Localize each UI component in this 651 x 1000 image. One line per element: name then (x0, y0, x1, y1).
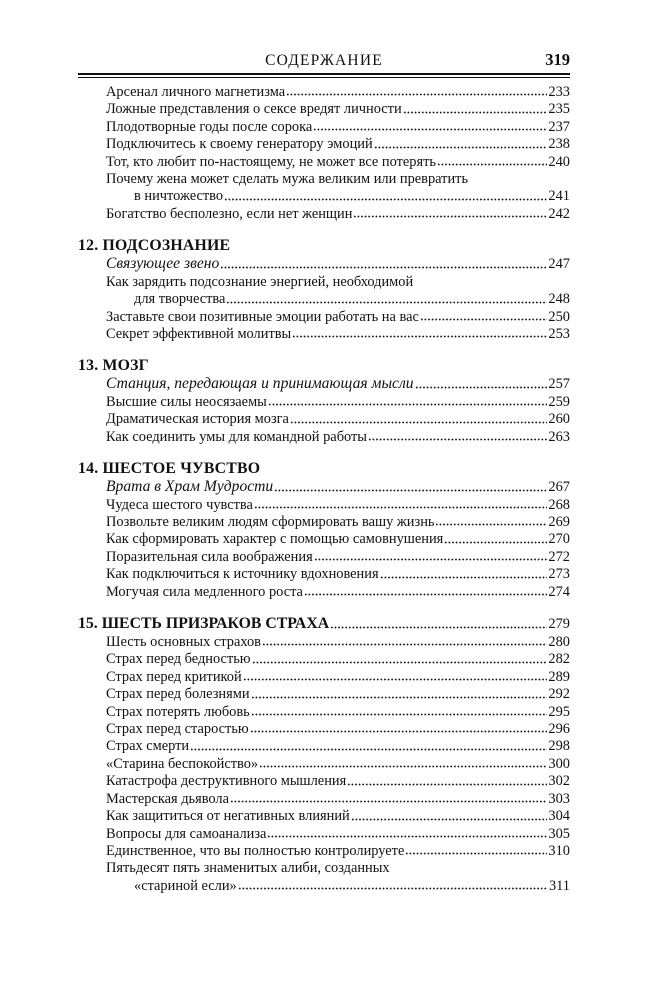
toc-entry-title: Пятьдесят пять знаменитых алиби, созданных (106, 860, 390, 877)
toc-section (78, 356, 570, 446)
dot-leader (314, 557, 548, 562)
dot-leader (351, 817, 548, 822)
toc-entry-page: 292 (548, 686, 570, 703)
toc-entry-title: Страх потерять любовь (106, 703, 250, 720)
toc-entry[interactable] (78, 791, 570, 808)
dot-leader (405, 851, 547, 856)
toc-entry[interactable] (78, 531, 570, 548)
toc-entry-title: Единственное, что вы полностью контролируете (106, 842, 405, 859)
toc-entry-page: 248 (548, 291, 570, 308)
toc-entry-page: 238 (548, 136, 570, 153)
toc-entry-title: Как зарядить подсознание энергией, необходимой (106, 273, 414, 290)
toc-entry[interactable] (78, 686, 570, 703)
dot-leader (415, 385, 548, 390)
toc-entry-title: «Старина беспокойство» (106, 755, 259, 772)
dot-leader (374, 145, 548, 150)
toc-entry[interactable] (78, 549, 570, 566)
toc-entry-title: Могучая сила медленного роста (106, 583, 303, 600)
chapter-lead-entry[interactable] (78, 255, 570, 274)
toc-entry-page: 253 (548, 325, 570, 342)
toc-entry-title: Страх смерти (106, 738, 190, 755)
toc-entry[interactable] (78, 756, 570, 773)
toc-entry-page: 240 (548, 153, 570, 170)
toc-entry-page: 242 (548, 205, 570, 222)
toc-entry-page: 270 (548, 531, 570, 548)
toc-entry-page: 282 (548, 651, 570, 668)
dot-leader (330, 625, 547, 630)
toc-entry[interactable] (78, 274, 570, 291)
toc-entry-title: Как сформировать характер с помощью самовнушения (106, 531, 444, 548)
toc-entry[interactable] (78, 326, 570, 343)
toc-entry-page: 280 (548, 634, 570, 651)
toc-entry-page: 295 (548, 703, 570, 720)
dot-leader (220, 265, 547, 270)
toc-entry-continuation[interactable] (78, 878, 570, 895)
dot-leader (420, 317, 548, 322)
toc-entry[interactable] (78, 119, 570, 136)
toc-entry-page: 296 (548, 721, 570, 738)
toc-entry[interactable] (78, 309, 570, 326)
toc-entry-title: Как защититься от негативных влияний (106, 808, 350, 825)
toc-entry-title: Врата в Храм Мудрости (106, 478, 274, 496)
toc-entry[interactable] (78, 411, 570, 428)
toc-entry-page: 269 (548, 514, 570, 530)
toc-entry-title: «стариной если» (134, 877, 237, 894)
toc-entry-page: 273 (548, 566, 570, 583)
toc-entry[interactable] (78, 704, 570, 721)
toc-entry-page: 235 (548, 101, 570, 118)
dot-leader (230, 799, 547, 804)
page-number: 319 (545, 50, 570, 69)
toc-entry[interactable] (78, 101, 570, 118)
toc-entry[interactable] (78, 634, 570, 651)
toc-entry-title: для творчества (134, 291, 226, 308)
toc-entry-title: Драматическая история мозга (106, 411, 289, 428)
toc-entry-page: 305 (548, 825, 570, 842)
toc-entry[interactable] (78, 651, 570, 668)
dot-leader (251, 712, 548, 717)
toc-entry-title: Страх перед старостью (106, 721, 249, 738)
toc-entry-title: Как соединить умы для командной работы (106, 428, 367, 445)
toc-entry[interactable] (78, 843, 570, 860)
toc-entry-title: Страх перед критикой (106, 668, 242, 685)
dot-leader (274, 488, 547, 493)
toc-entry-title: Плодотворные годы после сорока (106, 118, 313, 135)
toc-entry-title: Вопросы для самоанализа (106, 825, 267, 842)
dot-leader (353, 214, 547, 219)
toc-entry-title: Ложные представления о сексе вредят личности (106, 101, 402, 118)
toc-entry-continuation[interactable] (78, 291, 570, 308)
dot-leader (380, 575, 548, 580)
toc-entry-page: 241 (548, 188, 570, 205)
toc-entry-page: 304 (548, 808, 570, 825)
chapter-heading[interactable]: 12. ПОДСОЗНАНИЕ (78, 237, 231, 255)
dot-leader (224, 197, 547, 202)
toc-entry-title: Шесть основных страхов (106, 634, 261, 651)
toc-entry-page: 300 (548, 755, 570, 772)
dot-leader (290, 420, 547, 425)
dot-leader (444, 540, 547, 545)
toc-entry[interactable] (78, 773, 570, 790)
dot-leader (243, 677, 548, 682)
toc-entry-title: Поразительная сила воображения (106, 548, 313, 565)
toc-entry[interactable] (78, 84, 570, 101)
dot-leader (313, 127, 547, 132)
toc-entry[interactable] (78, 808, 570, 825)
dot-leader (286, 92, 547, 97)
toc-section (78, 84, 570, 223)
toc-entry-page: 272 (548, 548, 570, 565)
toc-entry-page: 237 (548, 118, 570, 135)
dot-leader (435, 522, 547, 527)
toc-entry[interactable] (78, 171, 570, 188)
dot-leader (368, 437, 547, 442)
toc-entry[interactable] (78, 738, 570, 755)
dot-leader (259, 764, 547, 769)
toc-entry-page: 267 (548, 479, 570, 496)
toc-entry-title: Связующее звено (106, 255, 220, 273)
dot-leader (262, 642, 547, 647)
toc-entry[interactable] (78, 136, 570, 153)
toc-entry-page: 247 (548, 256, 570, 273)
toc-entry-page: 289 (548, 668, 570, 685)
toc-entry-continuation[interactable] (78, 188, 570, 205)
toc-section (78, 614, 570, 895)
toc-entry-page: 257 (548, 376, 570, 393)
dot-leader (403, 110, 548, 115)
chapter-lead-entry[interactable] (78, 478, 570, 497)
dot-leader (251, 695, 548, 700)
toc-entry-title: Страх перед бедностью (106, 651, 251, 668)
toc-entry[interactable] (78, 860, 570, 877)
toc-entry-title: Подключитесь к своему генератору эмоций (106, 136, 373, 153)
toc-entry-page: 303 (548, 790, 570, 807)
toc-entry-title: Богатство бесполезно, если нет женщин (106, 205, 353, 222)
toc-entry[interactable] (78, 669, 570, 686)
dot-leader (226, 300, 547, 305)
dot-leader (190, 747, 547, 752)
toc-entry-page: 268 (548, 496, 570, 513)
dot-leader (238, 886, 548, 891)
dot-leader (254, 505, 547, 510)
toc-entry-title: Чудеса шестого чувства (106, 496, 253, 513)
header-rule-thick (78, 73, 570, 75)
toc-entry-title: Страх перед болезнями (106, 686, 250, 703)
running-header-title: СОДЕРЖАНИЕ (265, 52, 383, 69)
toc-entry-page: 310 (548, 842, 570, 859)
toc-section (78, 459, 570, 601)
toc-entry-page: 259 (548, 393, 570, 410)
toc-entry-page: 302 (548, 773, 570, 790)
toc-entry[interactable] (78, 721, 570, 738)
toc-entry-page: 250 (548, 308, 570, 325)
toc-entry-title: Заставьте свои позитивные эмоции работать на вас (106, 308, 419, 325)
chapter-lead-entry[interactable] (78, 375, 570, 394)
running-header (78, 52, 570, 72)
toc-entry-page: 298 (548, 738, 570, 755)
toc-entry-title: Катастрофа деструктивного мышления (106, 773, 347, 790)
chapter-heading[interactable]: 14. ШЕСТОЕ ЧУВСТВО (78, 460, 261, 478)
toc-entry-page: 279 (548, 616, 570, 633)
toc-entry-title: Тот, кто любит по-настоящему, не может все потерять (106, 153, 436, 170)
toc-entry[interactable] (78, 394, 570, 411)
toc-entry-title: Секрет эффективной молитвы (106, 325, 292, 342)
toc-entry-page: 263 (548, 428, 570, 445)
toc-entry-title: Позвольте великим людям сформировать вашу жизнь (106, 514, 435, 530)
chapter-heading[interactable] (78, 614, 570, 634)
header-rule-thin (78, 77, 570, 78)
toc-entry-title: 15. ШЕСТЬ ПРИЗРАКОВ СТРАХА (78, 615, 330, 633)
toc-entry[interactable] (78, 206, 570, 223)
toc-entry-title: Высшие силы неосязаемы (106, 393, 267, 410)
toc-entry[interactable] (78, 429, 570, 446)
toc-entry-title: Станция, передающая и принимающая мысли (106, 375, 414, 393)
toc-entry[interactable] (78, 826, 570, 843)
toc-entry-page: 311 (548, 877, 570, 894)
dot-leader (347, 782, 547, 787)
dot-leader (252, 660, 548, 665)
dot-leader (267, 834, 547, 839)
toc-entry-title: Почему жена может сделать мужа великим или превратить (106, 171, 469, 188)
chapter-heading[interactable]: 13. МОЗГ (78, 357, 149, 375)
toc-entry-page: 274 (548, 583, 570, 600)
dot-leader (250, 729, 548, 734)
toc-entry-title: в ничтожество (134, 188, 224, 205)
toc-section (78, 236, 570, 343)
dot-leader (292, 334, 547, 339)
toc-entry-page: 233 (548, 84, 570, 100)
toc-entry[interactable] (78, 566, 570, 583)
toc-entry-title: Мастерская дьявола (106, 790, 229, 807)
table-of-contents (78, 84, 570, 895)
toc-entry[interactable] (78, 514, 570, 531)
dot-leader (268, 402, 548, 407)
dot-leader (304, 592, 547, 597)
toc-entry[interactable] (78, 584, 570, 601)
toc-entry[interactable] (78, 497, 570, 514)
toc-entry-title: Арсенал личного магнетизма (106, 84, 286, 100)
dot-leader (437, 162, 547, 167)
toc-entry[interactable] (78, 154, 570, 171)
toc-entry-title: Как подключиться к источнику вдохновения (106, 566, 379, 583)
toc-entry-page: 260 (548, 411, 570, 428)
